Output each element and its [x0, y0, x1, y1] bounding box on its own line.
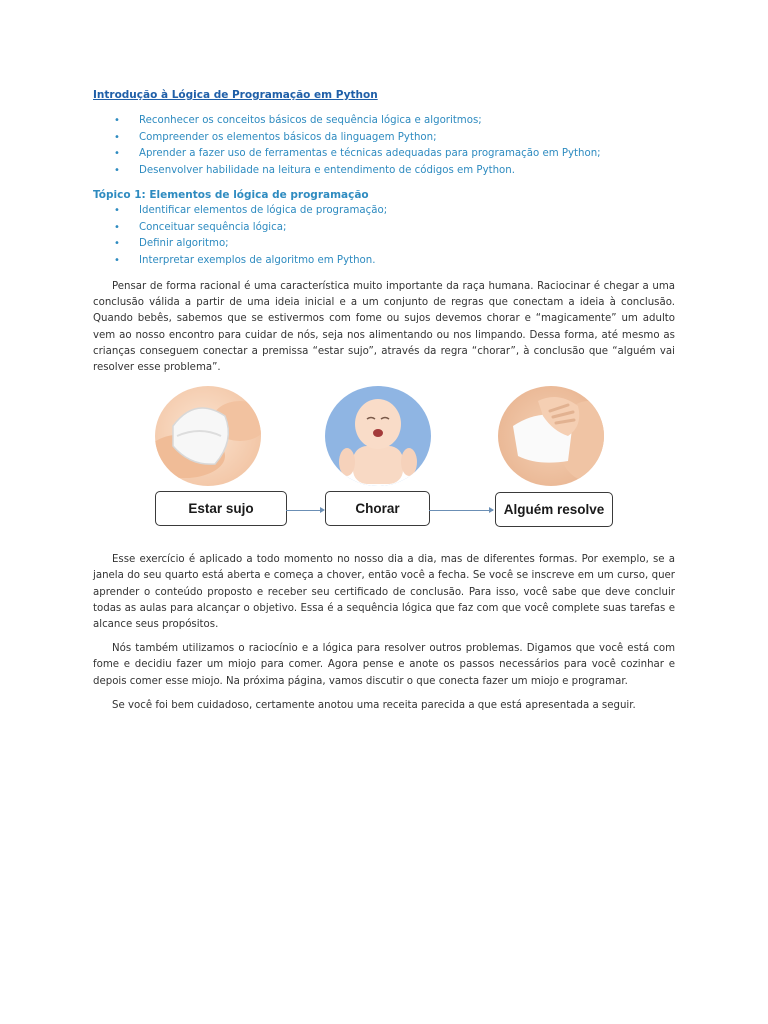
- bullet-icon: •: [114, 205, 120, 216]
- paragraph: Esse exercício é aplicado a todo momento no nosso dia a dia, mas de diferentes formas. Por exemplo, se a janela do seu quarto está aberta e começa a chover, então você a fecha. Se você se inscreve em um curso, quer aprender o conteúdo proposto e receber seu certificado de conclusão. Para isso, você sabe que deve concluir todas as aulas para alcançar o objetivo. Essa é a sequência lógica que faz com que você complete suas tarefas e alcance seus propósitos.: [93, 554, 675, 631]
- list-item-text: Desenvolver habilidade na leitura e entendimento de códigos em Python.: [139, 164, 515, 176]
- paragraph: Nós também utilizamos o raciocínio e a lógica para resolver outros problemas. Digamos que você está com fome e decidiu fazer um miojo para comer. Agora pense e anote os passos necessários para você cozinhar e depois comer esse miojo. Na próxima página, vamos discutir o que conecta fazer um miojo e programar.: [93, 643, 675, 687]
- bullet-icon: •: [114, 164, 120, 176]
- list-item: [93, 163, 675, 180]
- objectives-list: [93, 113, 675, 179]
- bullet-icon: •: [114, 238, 120, 249]
- paragraph: Se você foi bem cuidadoso, certamente anotou uma receita parecida a que está apresentada a seguir.: [112, 699, 636, 711]
- step-box-alguem-resolve: Alguém resolve: [495, 492, 613, 527]
- arrow-right-icon: [489, 507, 494, 513]
- topic-heading: Tópico 1: Elementos de lógica de programação: [93, 189, 369, 201]
- list-item-text: Identificar elementos de lógica de programação;: [139, 205, 388, 216]
- bullet-icon: •: [114, 131, 120, 143]
- list-item-text: Aprender a fazer uso de ferramentas e técnicas adequadas para programação em Python;: [139, 148, 601, 159]
- arrow-line: [429, 510, 493, 511]
- document-title[interactable]: Introdução à Lógica de Programação em Python: [93, 89, 378, 101]
- list-item: [93, 220, 675, 237]
- list-item: [93, 130, 675, 147]
- bullet-icon: •: [114, 221, 120, 233]
- step-box-estar-sujo: Estar sujo: [155, 491, 287, 526]
- document-page: [93, 88, 675, 722]
- list-item: [93, 146, 675, 163]
- crying-baby-illustration: [325, 386, 431, 486]
- bullet-icon: •: [114, 148, 120, 159]
- bullet-icon: •: [114, 115, 120, 126]
- logic-sequence-figure: [93, 384, 675, 544]
- list-item: [93, 203, 675, 220]
- list-item-text: Compreender os elementos básicos da linguagem Python;: [139, 131, 437, 143]
- bullet-icon: •: [114, 254, 120, 266]
- list-item-text: Conceituar sequência lógica;: [139, 221, 287, 233]
- list-item-text: Interpretar exemplos de algoritmo em Python.: [139, 254, 376, 266]
- list-item: [93, 113, 675, 130]
- step-box-chorar: Chorar: [325, 491, 430, 526]
- hands-cleaning-illustration: [498, 386, 604, 486]
- list-item: [93, 236, 675, 253]
- topic-items-list: [93, 203, 675, 269]
- list-item-text: Definir algoritmo;: [139, 238, 229, 249]
- dirty-diaper-illustration: [155, 386, 261, 486]
- list-item-text: Reconhecer os conceitos básicos de sequência lógica e algoritmos;: [139, 115, 482, 126]
- list-item: [93, 253, 675, 270]
- arrow-line: [286, 510, 323, 511]
- paragraph: Pensar de forma racional é uma característica muito importante da raça humana. Raciocinar é chegar a uma conclusão válida a partir de uma ideia inicial e a um conjunto de regras que conectam a ideia à conclusão. Quando bebês, sabemos que se estivermos com fome ou sujos devemos chorar e “magicamente” um adulto vem ao nosso encontro para cuidar de nós, seja nos alimentando ou nos limpando. Dessa forma, até mesmo as crianças conseguem conectar a premissa “estar sujo”, através da regra “chorar”, à conclusão que “alguém vai resolver esse problema”.: [93, 281, 675, 374]
